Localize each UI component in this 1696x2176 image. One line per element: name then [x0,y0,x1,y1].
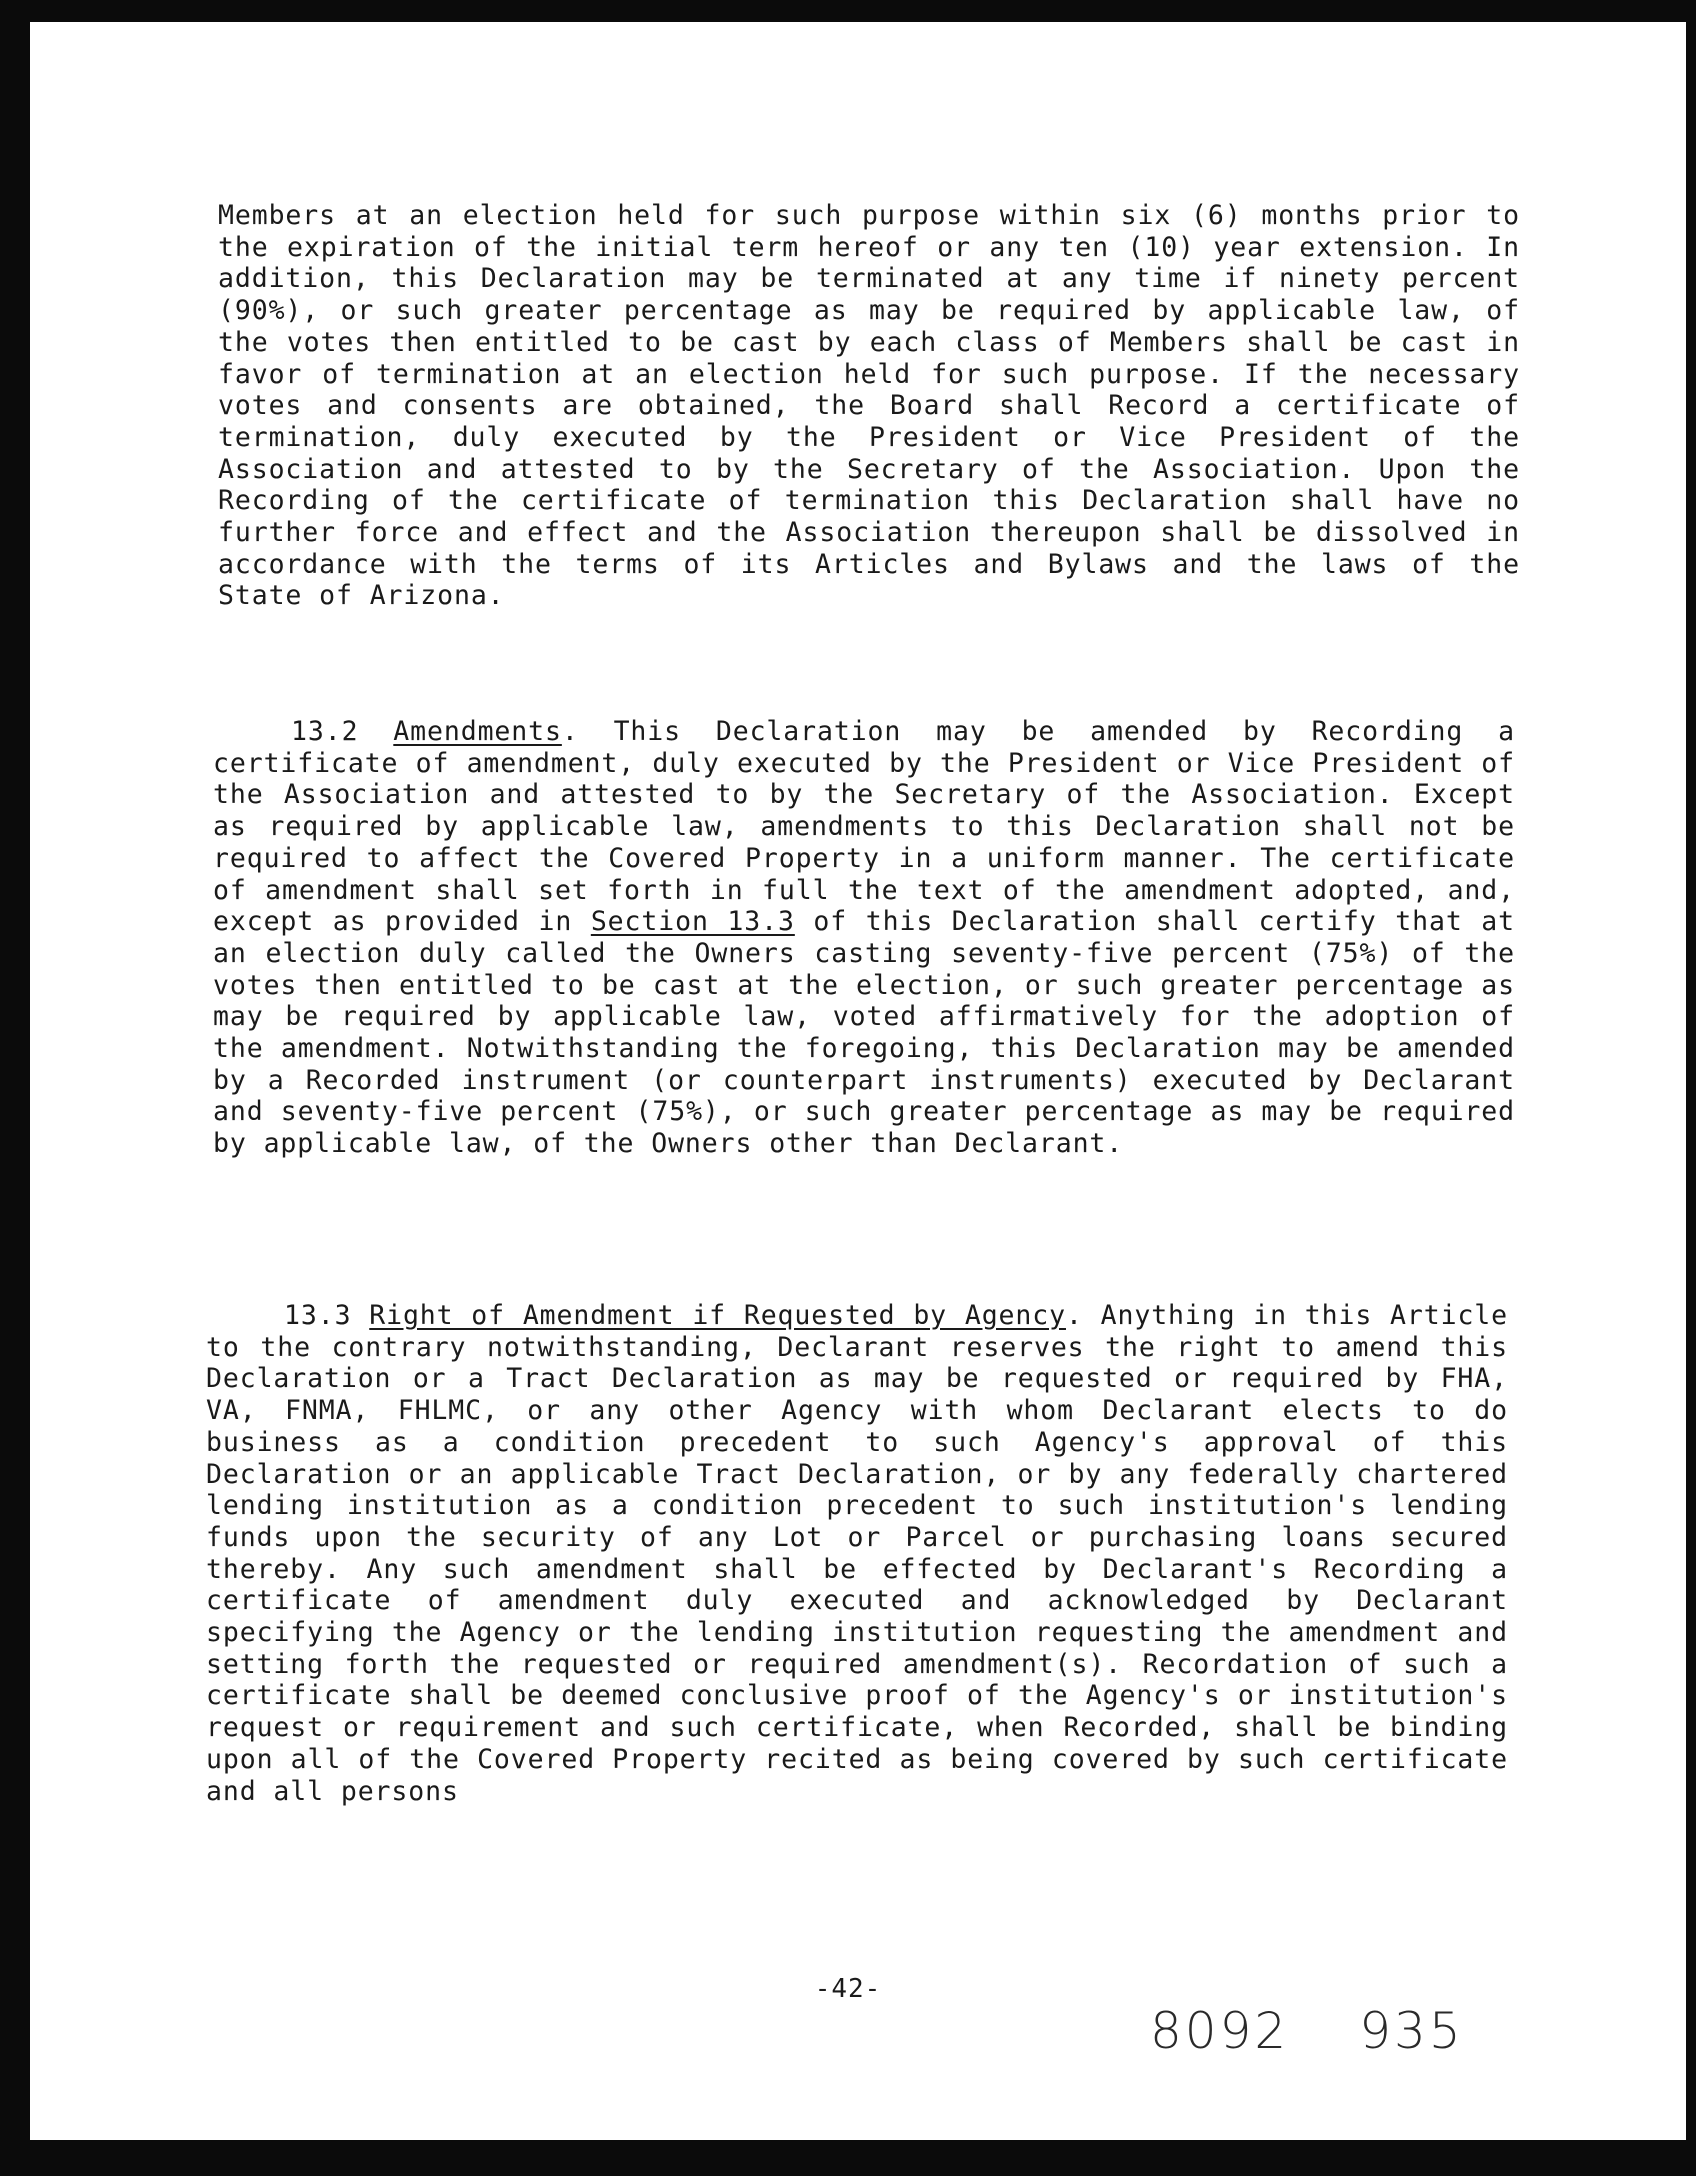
section-13-2 [213,716,1515,1160]
section-13-2-paragraph [213,716,1515,1160]
section-13-3-heading: Right of Amendment if Requested by Agency [369,1300,1066,1331]
section-13-3 [206,1300,1508,1807]
section-13-3-number: 13.3 [284,1300,352,1331]
scan-border-right [1686,0,1696,2176]
recording-stamp [1150,2002,1464,2060]
section-13-2-text-b: of this Declaration shall certify that at an election duly called the Owners casting seventy-five percent (75%) of the votes then entitled to be cast at the election, or such greater percentage as may be required by applicable law, voted affirmatively for the adoption of the amendment. Notwithstanding the foregoing, this Declaration may be amended by a Recorded instrument (or counterpart instruments) executed by Declarant and seventy-five percent (75%), or such greater percentage as may be required by applicable law, of the Owners other than Declarant. [213,906,1515,1160]
section-13-3-paragraph [206,1300,1508,1807]
section-13-2-heading: Amendments [393,716,562,747]
stamp-book-number: 8092 [1150,2002,1290,2060]
stamp-page-number: 935 [1359,2002,1464,2060]
page-number: -42- [814,1974,882,2004]
scan-border-left [0,0,30,2176]
scan-border-bottom [0,2140,1696,2176]
paragraph-continuation [218,200,1520,612]
section-13-2-text-a: . This Declaration may be amended by Recording a certificate of amendment, duly executed by the President or Vice President of the Association and attested to by the Secretary of the Association. Except as required by applicable law, amendments to this Declaration shall not be required to affect the Covered Property in a uniform manner. The certificate of amendment shall set forth in full the text of the amendment adopted, and, except as provided in [213,716,1515,938]
scan-border-top [0,0,1696,22]
paragraph-1-text: Members at an election held for such purpose within six (6) months prior to the expiration of the initial term hereof or any ten (10) year extension. In addition, this Declaration may be terminated at any time if ninety percent (90%), or such greater percentage as may be required by applicable law, of the votes then entitled to be cast by each class of Members shall be cast in favor of termination at an election held for such purpose. If the necessary votes and consents are obtained, the Board shall Record a certificate of termination, duly executed by the President or Vice President of the Association and attested to by the Secretary of the Association. Upon the Recording of the certificate of termination this Declaration shall have no further force and effect and the Association thereupon shall be dissolved in accordance with the terms of its Articles and Bylaws and the laws of the State of Arizona. [218,200,1520,612]
section-13-3-reference: Section 13.3 [590,906,795,938]
section-13-3-text: . Anything in this Article to the contrary notwithstanding, Declarant reserves the right to amend this Declaration or a Tract Declaration as may be requested or required by FHA, VA, FNMA, FHLMC, or any other Agency with whom Declarant elects to do business as a condition precedent to such Agency's approval of this Declaration or an applicable Tract Declaration, or by any federally chartered lending institution as a condition precedent to such institution's lending funds upon the security of any Lot or Parcel or purchasing loans secured thereby. Any such amendment shall be effected by Declarant's Recording a certificate of amendment duly executed and acknowledged by Declarant specifying the Agency or the lending institution requesting the amendment and setting forth the requested or required amendment(s). Recordation of such a certificate shall be deemed conclusive proof of the Agency's or institution's request or requirement and such certificate, when Recorded, shall be binding upon all of the Covered Property recited as being covered by such certificate and all persons [206,1300,1509,1807]
section-13-2-number: 13.2 [291,716,359,747]
